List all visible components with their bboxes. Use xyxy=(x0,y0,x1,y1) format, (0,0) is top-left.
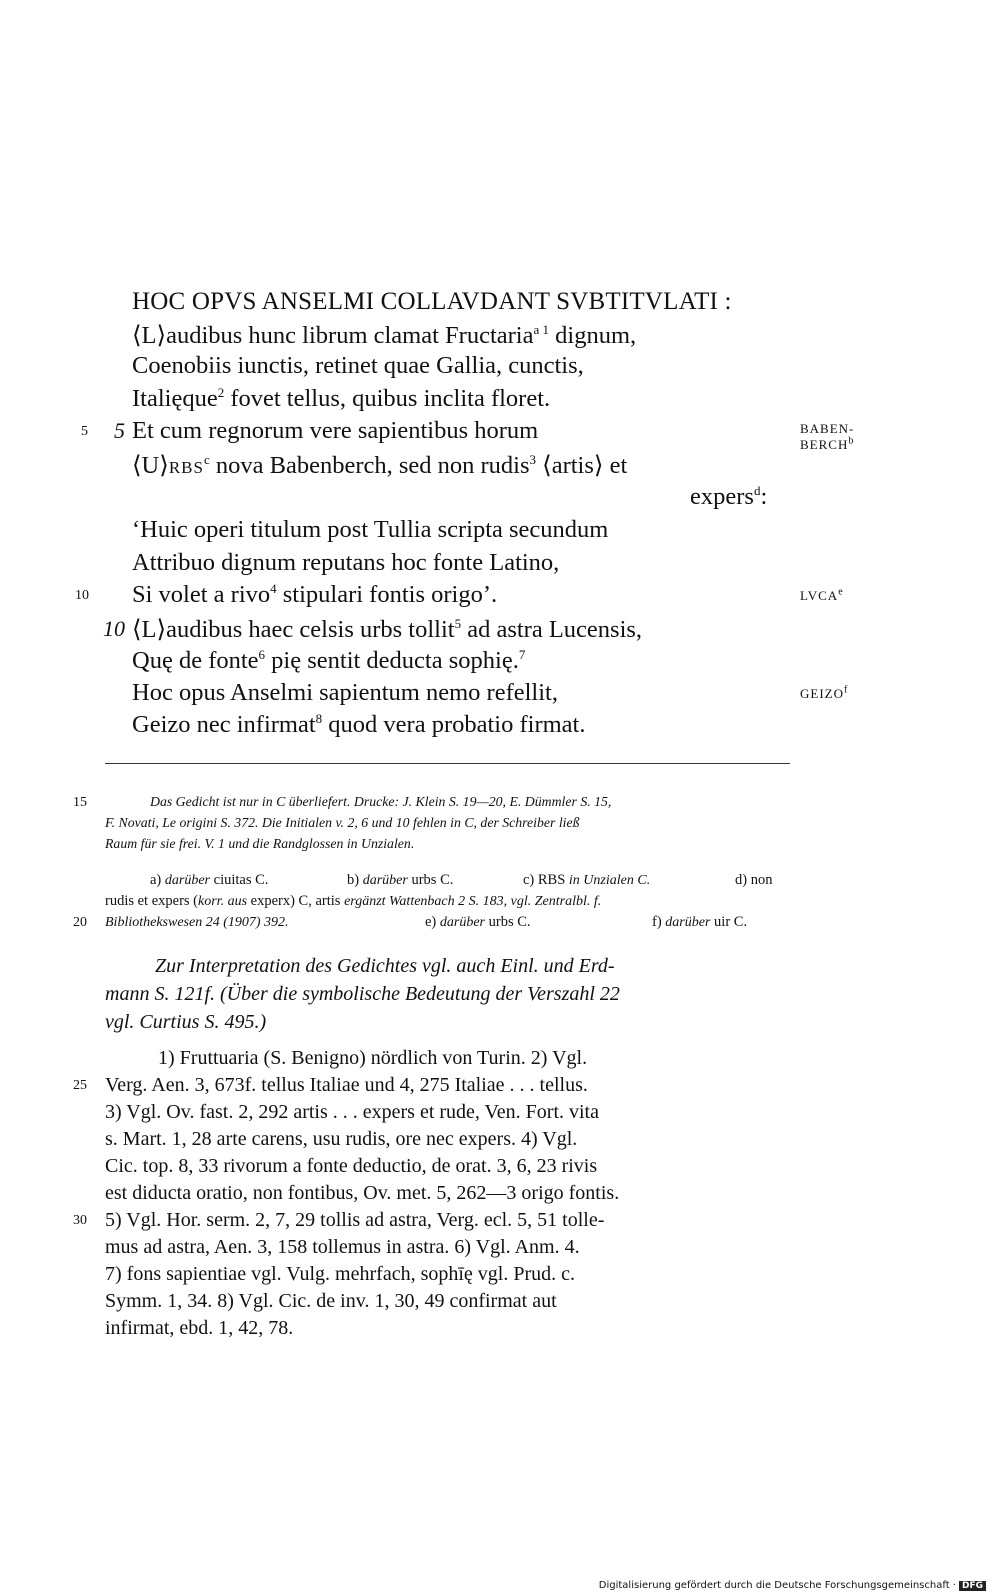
commentary-line-3: vgl. Curtius S. 495.) xyxy=(105,1011,267,1033)
apparatus-note-c: c) RBS in Unzialen C. xyxy=(523,872,651,888)
margin-line-number: 5 xyxy=(81,424,88,439)
note-line-9: 7) fons sapientiae vgl. Vulg. mehrfach, sophīę vgl. Prud. c. xyxy=(105,1263,575,1285)
commentary-line-1: Zur Interpretation des Gedichtes vgl. auch Einl. und Erd- xyxy=(155,955,615,977)
poem-line-1: ⟨L⟩audibus hunc librum clamat Fructaria$^{a 1}$ dignum, xyxy=(132,321,637,349)
poem-line-5-continuation: expers$^d$: xyxy=(690,482,768,510)
verse-number: 5 xyxy=(114,418,125,443)
note-line-5: Cic. top. 8, 33 rivorum a fonte deductio, de orat. 3, 6, 23 rivis xyxy=(105,1155,598,1177)
note-line-11: infirmat, ebd. 1, 42, 78. xyxy=(105,1317,294,1339)
apparatus-line-d-cont: rudis et expers (korr. aus experx) C, artis ergänzt Wattenbach 2 S. 183, vgl. Zentralbl. f. xyxy=(105,893,602,909)
poem-line-6: ‘Huic operi titulum post Tullia scripta secundum xyxy=(132,516,609,543)
commentary-line-2: mann S. 121f. (Über die symbolische Bedeutung der Verszahl 22 xyxy=(105,983,620,1005)
poem-line-12: Geizo nec infirmat$^8$ quod vera probatio firmat. xyxy=(132,710,586,738)
note-line-6: est diducta oratio, non fontibus, Ov. met. 5, 262—3 origo fontis. xyxy=(105,1182,620,1204)
separator-rule xyxy=(105,763,790,764)
digitization-credit: Digitalisierung gefördert durch die Deutsche Forschungsgemeinschaft · DFG xyxy=(599,1580,986,1591)
poem-line-5: ⟨U⟩RBS$^c$ nova Babenberch, sed non rudis$^3$ ⟨artis⟩ et xyxy=(132,451,628,479)
margin-line-number: 10 xyxy=(75,588,89,603)
apparatus-line-1: Das Gedicht ist nur in C überliefert. Drucke: J. Klein S. 19—20, E. Dümmler S. 15, xyxy=(150,794,612,809)
note-line-3: 3) Vgl. Ov. fast. 2, 292 artis . . . expers et rude, Ven. Fort. vita xyxy=(105,1101,599,1123)
note-line-4: s. Mart. 1, 28 arte carens, usu rudis, ore nec expers. 4) Vgl. xyxy=(105,1128,578,1150)
margin-gloss-geizo: GEIZO$^f$ xyxy=(800,684,849,701)
poem-line-11: Hoc opus Anselmi sapientum nemo refellit, xyxy=(132,679,558,706)
poem-line-4: Et cum regnorum vere sapientibus horum xyxy=(132,417,539,444)
poem-line-3: Italięque$^2$ fovet tellus, quibus inclita floret. xyxy=(132,384,551,412)
apparatus-line-2: F. Novati, Le origini S. 372. Die Initialen v. 2, 6 und 10 fehlen in C, der Schreiber ließ xyxy=(105,815,580,830)
poem-line-9: ⟨L⟩audibus haec celsis urbs tollit$^5$ ad astra Lucensis, xyxy=(132,615,643,643)
apparatus-note-b: b) darüber urbs C. xyxy=(347,872,454,888)
poem-line-2: Coenobiis iunctis, retinet quae Gallia, cunctis, xyxy=(132,352,584,379)
margin-gloss-babenberch: BABEN- BERCH$^b$ xyxy=(800,421,855,452)
apparatus-note-d: d) non xyxy=(735,872,773,888)
poem-line-10: Quę de fonte$^6$ pię sentit deducta sophię.$^7$ xyxy=(132,646,526,674)
dfg-logo: DFG xyxy=(959,1581,986,1591)
note-line-2: Verg. Aen. 3, 673f. tellus Italiae und 4, 275 Italiae . . . tellus. xyxy=(105,1074,588,1096)
apparatus-note-e: e) darüber urbs C. xyxy=(425,914,531,930)
note-line-10: Symm. 1, 34. 8) Vgl. Cic. de inv. 1, 30, 49 confirmat aut xyxy=(105,1290,557,1312)
note-line-8: mus ad astra, Aen. 3, 158 tollemus in astra. 6) Vgl. Anm. 4. xyxy=(105,1236,580,1258)
note-line-7: 5) Vgl. Hor. serm. 2, 7, 29 tollis ad astra, Verg. ecl. 5, 51 tolle- xyxy=(105,1209,605,1231)
apparatus-line-3: Raum für sie frei. V. 1 und die Randglossen in Unzialen. xyxy=(105,836,415,851)
margin-line-number: 25 xyxy=(73,1078,87,1093)
margin-gloss-lvcae: LVCA$^e$ xyxy=(800,586,844,603)
apparatus-line-bib: Bibliothekswesen 24 (1907) 392. xyxy=(105,915,289,930)
apparatus-note-f: f) darüber uir C. xyxy=(652,914,748,930)
note-line-1: 1) Fruttuaria (S. Benigno) nördlich von Turin. 2) Vgl. xyxy=(158,1047,588,1069)
poem-title: HOC OPVS ANSELMI COLLAVDANT SVBTITVLATI : xyxy=(132,288,732,315)
margin-line-number: 20 xyxy=(73,915,87,930)
verse-number: 10 xyxy=(103,616,125,641)
poem-line-8: Si volet a rivo$^4$ stipulari fontis origo’. xyxy=(132,580,498,608)
margin-line-number: 15 xyxy=(73,795,87,810)
apparatus-note-a: a) darüber ciuitas C. xyxy=(150,872,269,888)
poem-line-7: Attribuo dignum reputans hoc fonte Latino, xyxy=(132,549,560,576)
margin-line-number: 30 xyxy=(73,1213,87,1228)
